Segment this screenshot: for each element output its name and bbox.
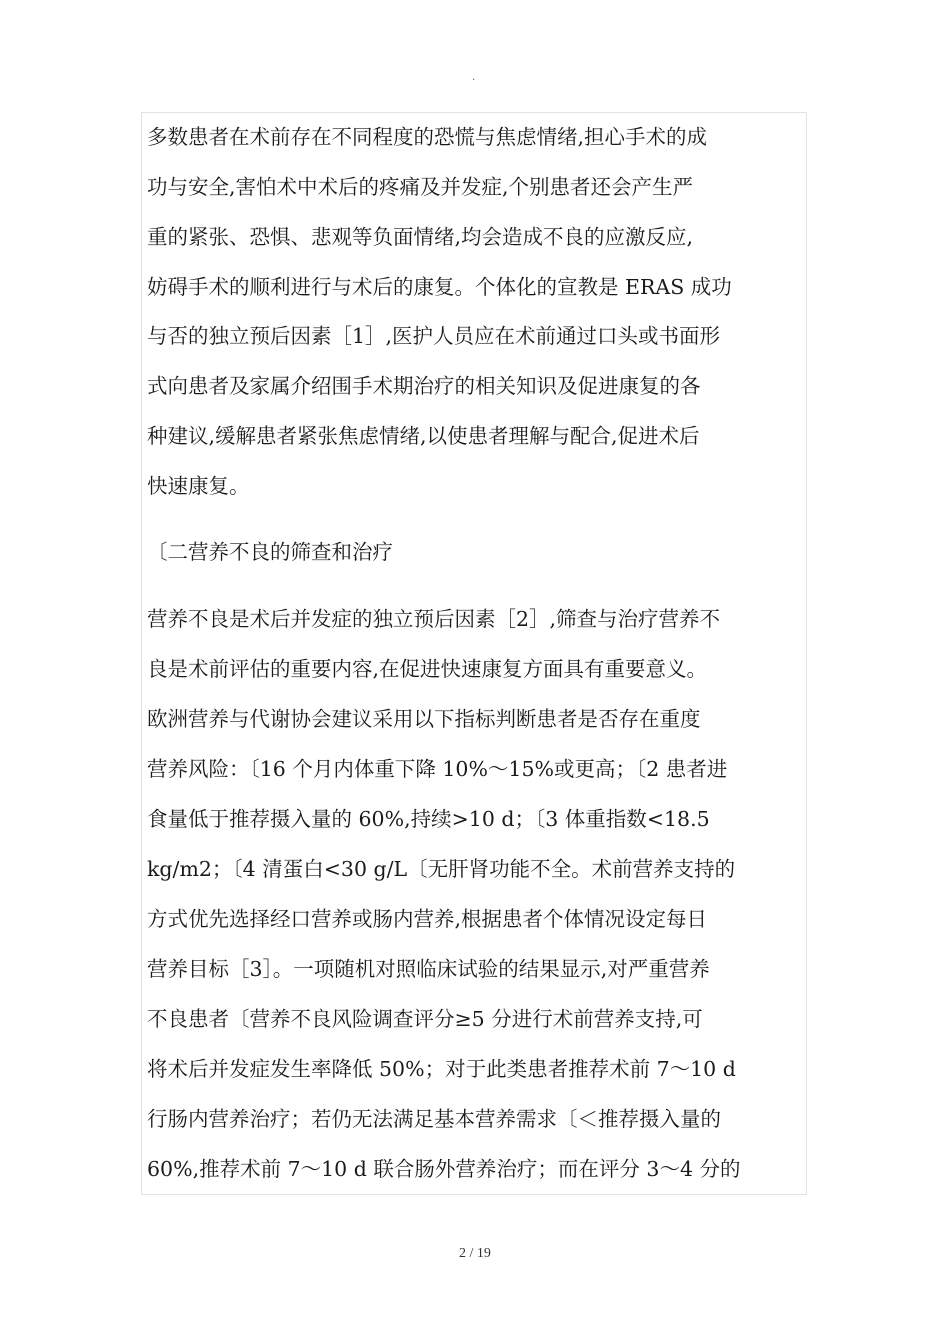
paragraph2-line-1: 营养不良是术后并发症的独立预后因素［2］,筛查与治疗营养不	[147, 607, 721, 631]
paragraph1-line-3: 重的紧张、恐惧、悲观等负面情绪,均会造成不良的应激反应,	[147, 225, 694, 249]
paragraph1-line-7: 种建议,缓解患者紧张焦虑情绪,以使患者理解与配合,促进术后	[147, 424, 700, 448]
section-heading: 〔二营养不良的筛查和治疗	[147, 540, 393, 564]
paragraph2-line-5: 食量低于推荐摄入量的 60%,持续>10 d；〔3 体重指数<18.5	[147, 807, 710, 831]
paragraph1-line-2: 功与安全,害怕术中术后的疼痛及并发症,个别患者还会产生严	[147, 175, 694, 199]
paragraph2-line-4: 营养风险：〔16 个月内体重下降 10%～15%或更高；〔2 患者进	[147, 757, 728, 781]
paragraph2-line-8: 营养目标［3］。一项随机对照临床试验的结果显示,对严重营养	[147, 957, 710, 981]
paragraph1-line-6: 式向患者及家属介绍围手术期治疗的相关知识及促进康复的各	[147, 374, 701, 398]
paragraph1-line-1: 多数患者在术前存在不同程度的恐慌与焦虑情绪,担心手术的成	[147, 125, 708, 149]
paragraph2-line-9: 不良患者〔营养不良风险调查评分≥5 分进行术前营养支持,可	[147, 1007, 703, 1031]
page-number: 2 / 19	[459, 1246, 491, 1261]
paragraph2-line-6: kg/m2；〔4 清蛋白<30 g/L〔无肝肾功能不全。术前营养支持的	[147, 857, 736, 881]
paragraph2-line-12: 60%,推荐术前 7～10 d 联合肠外营养治疗；而在评分 3～4 分的	[147, 1157, 741, 1181]
paragraph2-line-3: 欧洲营养与代谢协会建议采用以下指标判断患者是否存在重度	[147, 707, 701, 731]
paragraph1-line-8: 快速康复。	[147, 474, 250, 498]
paragraph2-line-2: 良是术前评估的重要内容,在促进快速康复方面具有重要意义。	[147, 657, 708, 681]
paragraph2-line-11: 行肠内营养治疗；若仍无法满足基本营养需求〔＜推荐摄入量的	[147, 1107, 721, 1131]
paragraph2-line-10: 将术后并发症发生率降低 50%；对于此类患者推荐术前 7～10 d	[147, 1057, 736, 1081]
paragraph1-line-4: 妨碍手术的顺利进行与术后的康复。个体化的宣教是 ERAS 成功	[147, 275, 732, 299]
paragraph1-line-5: 与否的独立预后因素［1］,医护人员应在术前通过口头或书面形	[147, 324, 721, 348]
paragraph2-line-7: 方式优先选择经口营养或肠内营养,根据患者个体情况设定每日	[147, 907, 708, 931]
header-mark: .	[472, 72, 476, 83]
